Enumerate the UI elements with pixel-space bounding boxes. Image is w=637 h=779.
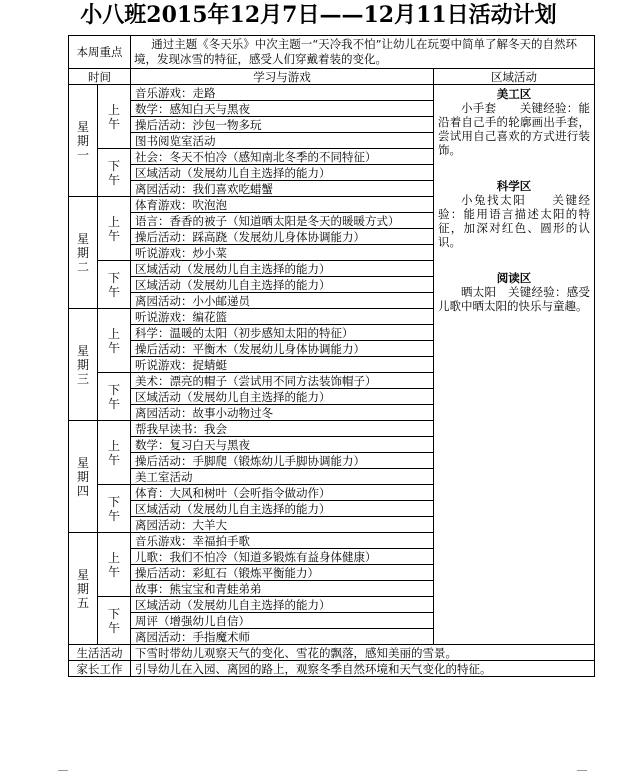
activity-cell: 儿歌：我们不怕冷（知道多锻炼有益身体健康） bbox=[131, 549, 434, 565]
activity-cell: 体育：大风和树叶（会听指令做动作） bbox=[131, 485, 434, 501]
life-activity-text: 下雪时带幼儿观察天气的变化、雪花的飘落，感知美丽的雪景。 bbox=[131, 645, 595, 661]
learning-header: 学习与游戏 bbox=[131, 69, 434, 85]
activity-cell: 区域活动（发展幼儿自主选择的能力） bbox=[131, 261, 434, 277]
activity-cell: 区域活动（发展幼儿自主选择的能力） bbox=[131, 389, 434, 405]
activity-cell: 数学：复习白天与黑夜 bbox=[131, 437, 434, 453]
area-title: 阅读区 bbox=[496, 271, 532, 285]
afternoon-label: 下 午 bbox=[98, 261, 131, 309]
morning-label: 上 午 bbox=[98, 309, 131, 373]
activity-cell: 体育游戏：吹泡泡 bbox=[131, 197, 434, 213]
area-title: 科学区 bbox=[496, 179, 532, 193]
activity-plan-table bbox=[68, 35, 595, 677]
activity-cell: 故事：熊宝宝和青蛙弟弟 bbox=[131, 581, 434, 597]
morning-label: 上 午 bbox=[98, 421, 131, 485]
area-description: 小兔找太阳 关键经验：能用语言描述太阳的特征，加深对红色、圆形的认识。 bbox=[438, 193, 591, 249]
day-label: 星 期 一 bbox=[69, 85, 98, 197]
morning-label: 上 午 bbox=[98, 197, 131, 261]
activity-cell: 区域活动（发展幼儿自主选择的能力） bbox=[131, 165, 434, 181]
day-label: 星 期 三 bbox=[69, 309, 98, 421]
activity-cell: 区域活动（发展幼儿自主选择的能力） bbox=[131, 277, 434, 293]
day-label: 星 期 二 bbox=[69, 197, 98, 309]
life-activity-label: 生活活动 bbox=[69, 645, 131, 661]
area-activities-cell bbox=[434, 85, 595, 645]
day-label: 星 期 四 bbox=[69, 421, 98, 533]
parent-work-row bbox=[69, 661, 595, 677]
activity-cell: 操后活动：手脚爬（锻炼幼儿手脚协调能力） bbox=[131, 453, 434, 469]
morning-label: 上 午 bbox=[98, 85, 131, 149]
morning-label: 上 午 bbox=[98, 533, 131, 597]
day-label: 星 期 五 bbox=[69, 533, 98, 645]
activity-cell: 美工室活动 bbox=[131, 469, 434, 485]
activity-cell: 听说游戏：炒小菜 bbox=[131, 245, 434, 261]
activity-cell: 离园活动：故事小动物过冬 bbox=[131, 405, 434, 421]
area-description: 晒太阳 关键经验：感受儿歌中晒太阳的快乐与童趣。 bbox=[438, 285, 591, 313]
activity-row bbox=[69, 85, 595, 101]
activity-cell: 听说游戏：捉蜻蜓 bbox=[131, 357, 434, 373]
page-title: 小八班2015年12月7日——12月11日活动计划 bbox=[80, 2, 557, 28]
activity-cell: 图书阅览室活动 bbox=[131, 133, 434, 149]
activity-cell: 帮我早读书：我会 bbox=[131, 421, 434, 437]
activity-cell: 语言：香香的被子（知道晒太阳是冬天的暖暖方式） bbox=[131, 213, 434, 229]
activity-cell: 音乐游戏：走路 bbox=[131, 85, 434, 101]
page-corner-mark-left bbox=[58, 770, 68, 771]
activity-cell: 操后活动：踩高跷（发展幼儿身体协调能力） bbox=[131, 229, 434, 245]
activity-cell: 音乐游戏：幸福拍手歌 bbox=[131, 533, 434, 549]
activity-cell: 操后活动：沙包一物多玩 bbox=[131, 117, 434, 133]
activity-cell: 数学：感知白天与黑夜 bbox=[131, 101, 434, 117]
afternoon-label: 下 午 bbox=[98, 597, 131, 645]
header-row bbox=[69, 69, 595, 85]
activity-cell: 科学：温暖的太阳（初步感知太阳的特征） bbox=[131, 325, 434, 341]
afternoon-label: 下 午 bbox=[98, 149, 131, 197]
week-focus-row bbox=[69, 36, 595, 69]
page-corner-mark-right bbox=[577, 770, 587, 771]
activity-cell: 操后活动：平衡木（发展幼儿身体协调能力） bbox=[131, 341, 434, 357]
afternoon-label: 下 午 bbox=[98, 485, 131, 533]
area-title: 美工区 bbox=[496, 87, 532, 101]
area-description: 小手套 关键经验：能沿着自己手的轮廓画出手套，尝试用自己喜欢的方式进行装饰。 bbox=[438, 101, 591, 157]
activity-cell: 周评（增强幼儿自信） bbox=[131, 613, 434, 629]
parent-work-text: 引导幼儿在入园、离园的路上，观察冬季自然环境和天气变化的特征。 bbox=[131, 661, 595, 677]
week-focus-text: 通过主题《冬天乐》中次主题一“天冷我不怕”让幼儿在玩耍中简单了解冬天的自然环境，发现冰雪的特征，感受人们穿戴着装的变化。 bbox=[131, 36, 595, 69]
life-activity-row bbox=[69, 645, 595, 661]
parent-work-label: 家长工作 bbox=[69, 661, 131, 677]
activity-cell: 听说游戏：编花篮 bbox=[131, 309, 434, 325]
afternoon-label: 下 午 bbox=[98, 373, 131, 421]
activity-cell: 离园活动：小小邮递员 bbox=[131, 293, 434, 309]
activity-cell: 区域活动（发展幼儿自主选择的能力） bbox=[131, 501, 434, 517]
week-focus-label: 本周重点 bbox=[69, 36, 131, 69]
activity-cell: 离园活动：我们喜欢吃蜡蟹 bbox=[131, 181, 434, 197]
activity-cell: 离园活动：大羊大 bbox=[131, 517, 434, 533]
activity-cell: 操后活动：彩虹石（锻炼平衡能力） bbox=[131, 565, 434, 581]
activity-cell: 离园活动：手指魔术师 bbox=[131, 629, 434, 645]
activity-cell: 美术：漂亮的帽子（尝试用不同方法装饰帽子） bbox=[131, 373, 434, 389]
activity-cell: 区域活动（发展幼儿自主选择的能力） bbox=[131, 597, 434, 613]
area-header: 区域活动 bbox=[434, 69, 595, 85]
activity-cell: 社会：冬天不怕冷（感知南北冬季的不同特征） bbox=[131, 149, 434, 165]
time-header: 时间 bbox=[69, 69, 131, 85]
